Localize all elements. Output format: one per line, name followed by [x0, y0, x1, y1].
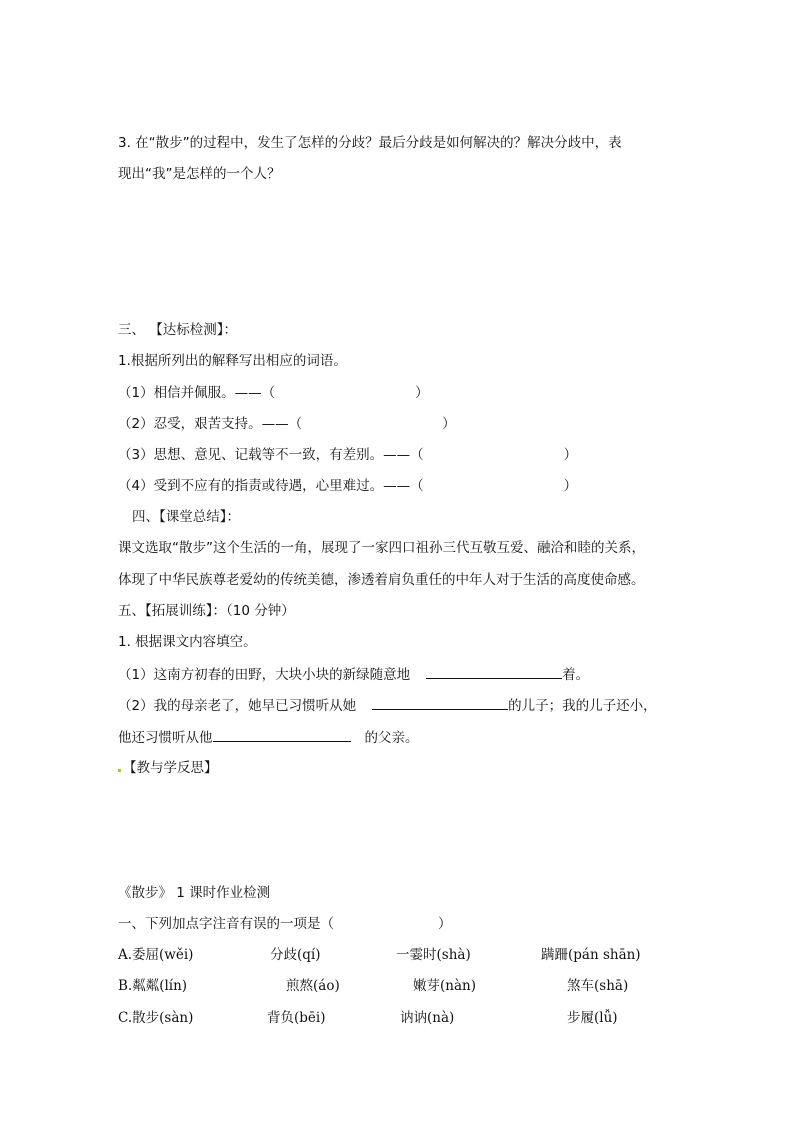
- closing-paren: ）: [563, 447, 578, 463]
- option-a-2: 分歧(qí): [270, 947, 321, 963]
- section4-heading: 四、【课堂总结】：: [132, 509, 240, 525]
- definition-item-text: （3）思想、意见、记载等不一致，有差别。——（: [118, 447, 424, 463]
- fill-item-3-text: 他还习惯听从他: [118, 730, 213, 746]
- definition-item-text: （1）相信并佩服。——（: [118, 385, 276, 401]
- homework-question-1-text: 一、下列加点字注音有误的一项是（: [118, 916, 334, 932]
- q3-line-1: 3. 在“散步”的过程中，发生了怎样的分歧？最后分歧是如何解决的？解决分歧中，表: [118, 135, 622, 151]
- option-b-4: 煞车(shā): [567, 978, 629, 994]
- option-c-2: 背负(bēi): [267, 1010, 326, 1026]
- closing-paren: ）: [563, 478, 578, 494]
- definition-item-text: （4）受到不应有的指责或待遇，心里难过。——（: [118, 478, 424, 494]
- marker-dot: [118, 769, 121, 772]
- reflection-heading: 【教与学反思】: [123, 760, 218, 776]
- fill-blank-2[interactable]: [372, 695, 508, 710]
- closing-paren: ）: [442, 416, 456, 432]
- option-b-1: B.粼粼(lín): [118, 978, 188, 994]
- fill-item-2-text: （2）我的母亲老了，她早已习惯听从她: [118, 698, 357, 714]
- option-b-2: 煎熬(áo): [286, 978, 340, 994]
- fill-item-2-tail: 的儿子；我的儿子还小，: [508, 698, 657, 714]
- closing-paren: ）: [438, 916, 452, 932]
- fill-item-1-text: （1）这南方初春的田野，大块小块的新绿随意地: [118, 667, 411, 683]
- option-c-3: 讷讷(nà): [400, 1010, 455, 1026]
- definition-item-1: [118, 383, 429, 403]
- fill-blank-3[interactable]: [213, 727, 351, 742]
- section5-heading: 五、【拓展训练】：（10 分钟）: [118, 603, 295, 619]
- definition-item-4: [118, 476, 577, 496]
- fill-blank-1[interactable]: [426, 664, 562, 679]
- option-b-3: 嫩芽(nàn): [413, 978, 476, 994]
- section3-heading: 三、 【达标检测】：: [118, 322, 238, 338]
- homework-question-1: [118, 914, 452, 934]
- q3-line-2: 现出“我”是怎样的一个人？: [118, 166, 281, 182]
- option-a-3: 一霎时(shà): [396, 947, 471, 963]
- fill-item-3-tail: 的父亲。: [364, 730, 419, 746]
- fill-item-1-tail: 着。: [562, 667, 590, 683]
- option-c-1: C.散步(sàn): [118, 1010, 194, 1026]
- fill-item-3: [118, 727, 419, 748]
- option-a-4: 蹒跚(pán shān): [541, 947, 641, 963]
- option-c-4: 步履(lǚ): [567, 1010, 618, 1026]
- closing-paren: ）: [415, 385, 429, 401]
- option-a-1: A.委屈(wěi): [118, 947, 194, 963]
- section5-question-1: 1. 根据课文内容填空。: [118, 634, 257, 650]
- definition-item-2: [118, 414, 456, 434]
- homework-title: 《散步》 1 课时作业检测: [118, 885, 271, 901]
- summary-line-2: 体现了中华民族尊老爱幼的传统美德，渗透着肩负重任的中年人对于生活的高度使命感。: [118, 572, 645, 588]
- summary-line-1: 课文选取“散步”这个生活的一角，展现了一家四口祖孙三代互敬互爱、融洽和睦的关系，: [118, 540, 645, 556]
- fill-item-1: [118, 664, 589, 685]
- definition-item-text: （2）忍受，艰苦支持。——（: [118, 416, 303, 432]
- definition-item-3: [118, 445, 577, 465]
- fill-item-2: [118, 695, 657, 716]
- section3-instruction: 1.根据所列出的解释写出相应的词语。: [118, 353, 347, 369]
